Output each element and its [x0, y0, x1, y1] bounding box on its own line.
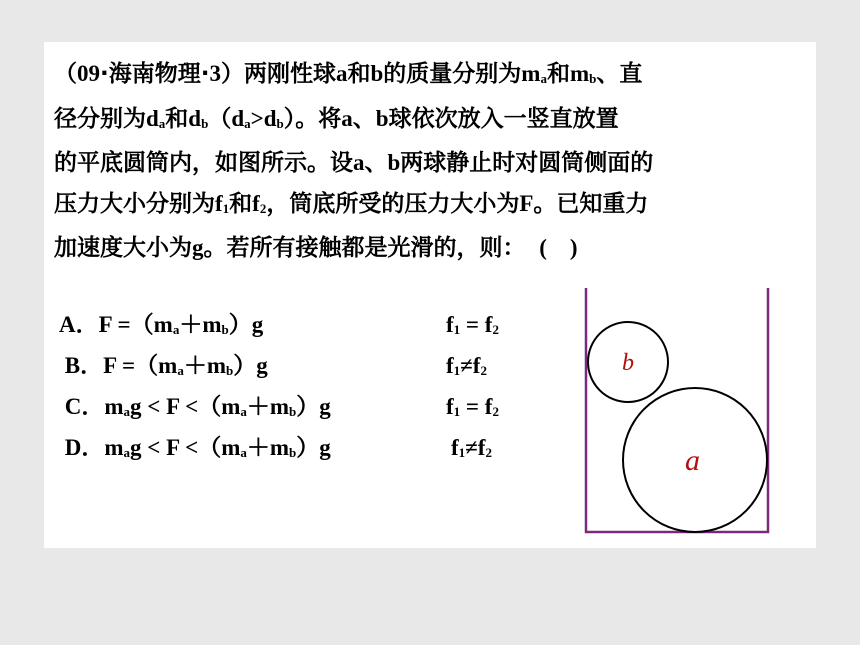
slide-panel: （09·海南物理·3）两刚性球a和b的质量分别为$m_a$和$m_b$、直 径分别为$d_a$和$d_b(d_a>d_b)$。将a、b球依次放入一竖直放置 的平底圆筒内，如图所示。设a、b两球静止时对圆筒侧面的 压力大小分别为$f_1$和$f_2$，筒底所受的压力大小为F。已知重力 加速度大小为g。若所有接触都是光滑的，则： ( ) A．$F =(m_a+m_b)g$ $f_1 = f_2$ B．$F =(m_a+m_b)g$ $f_1\ne f_2$ C．$m_ag < F <(m_a+m_b)g$ $f_1 = f_2$ D．$m_ag < F <(m_a+m_b)g$ $f_1\ne f_2$ b a — [44, 42, 816, 548]
question-line-5: 加速度大小为g。若所有接触都是光滑的，则： ( ) — [54, 235, 578, 261]
question-line-2: 径分别为$d_a$和$d_b(d_a>d_b)$。将a、b球依次放入一竖直放置 — [54, 105, 619, 132]
question-line-4: 压力大小分别为$f_1$和$f_2$，筒底所受的压力大小为F。已知重力 — [54, 190, 649, 217]
ball-b-label: b — [622, 350, 634, 376]
question-line-1: （09·海南物理·3）两刚性球a和b的质量分别为$m_a$和$m_b$、直 — [54, 61, 643, 87]
question-text — [54, 54, 806, 269]
question-line-3: 的平底圆筒内，如图所示。设a、b两球静止时对圆筒侧面的 — [54, 150, 654, 176]
tube-figure — [582, 286, 782, 538]
ball-a-label: a — [685, 444, 700, 477]
